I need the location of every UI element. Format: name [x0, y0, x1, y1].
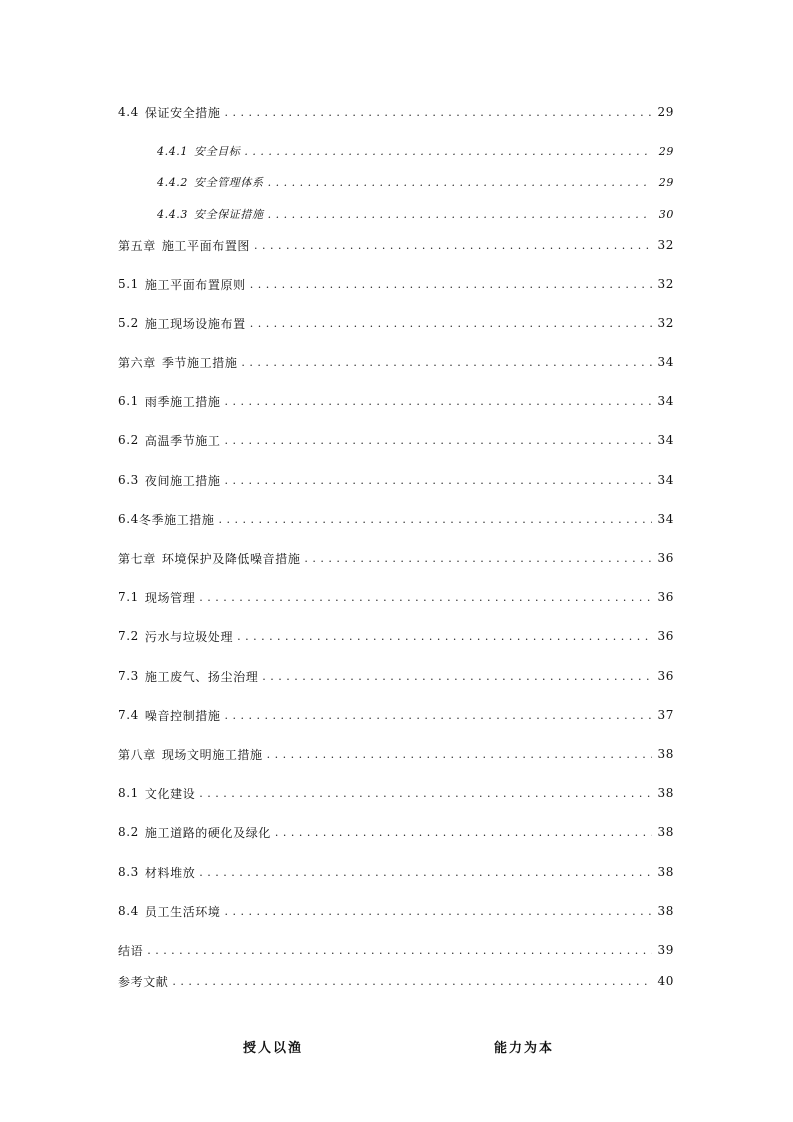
- toc-entry-number: 7.4: [118, 708, 139, 722]
- toc-entry-title: 安全保证措施: [194, 208, 264, 221]
- footer-slogan-left: 授人以渔: [243, 1041, 304, 1056]
- toc-entry[interactable]: [118, 862, 674, 882]
- toc-entry-page: 38: [657, 904, 674, 918]
- toc-entry-title: 环境保护及降低噪音措施: [161, 551, 301, 566]
- dot-leader: [225, 474, 652, 487]
- toc-entry[interactable]: [118, 626, 674, 646]
- toc-entry-title: 材料堆放: [144, 865, 196, 880]
- toc-entry-page: 38: [657, 747, 674, 761]
- toc-entry-page: 39: [657, 943, 674, 957]
- toc-entry-page: 34: [657, 512, 674, 526]
- toc-entry-title: 季节施工措施: [161, 355, 238, 370]
- toc-subentry[interactable]: [157, 172, 674, 192]
- toc-entry[interactable]: [118, 470, 674, 490]
- dot-leader: [267, 748, 652, 761]
- toc-entry[interactable]: [118, 274, 674, 294]
- toc-entry-number: 4.4.2: [157, 175, 188, 189]
- toc-entry[interactable]: [118, 548, 674, 568]
- toc-entry-number: 4.4.3: [157, 207, 188, 221]
- toc-entry-number: 6.2: [118, 433, 139, 447]
- dot-leader: [244, 145, 652, 158]
- toc-entry-page: 32: [657, 316, 674, 330]
- toc-entry-page: 36: [657, 590, 674, 604]
- dot-leader: [219, 513, 652, 526]
- toc-entry[interactable]: [118, 940, 674, 960]
- toc-entry[interactable]: [118, 666, 674, 686]
- dot-leader: [268, 176, 652, 189]
- toc-entry-page: 32: [657, 277, 674, 291]
- dot-leader: [199, 787, 651, 800]
- toc-entry-number: 第八章: [118, 747, 156, 762]
- toc-entry[interactable]: [118, 744, 674, 764]
- toc-entry-number: 8.4: [118, 904, 139, 918]
- dot-leader: [262, 670, 651, 683]
- toc-entry-number: 6.4: [118, 512, 139, 526]
- dot-leader: [147, 944, 651, 957]
- toc-entry[interactable]: [118, 509, 674, 529]
- toc-subentry[interactable]: [157, 141, 674, 161]
- toc-entry[interactable]: [118, 313, 674, 333]
- toc-entry-title: 冬季施工措施: [138, 512, 215, 527]
- dot-leader: [199, 591, 651, 604]
- toc-entry-title: 施工现场设施布置: [144, 316, 246, 331]
- toc-entry-page: 36: [657, 551, 674, 565]
- toc-entry-page: 38: [657, 786, 674, 800]
- toc-entry[interactable]: [118, 705, 674, 725]
- dot-leader: [250, 317, 652, 330]
- toc-entry-number: 7.1: [118, 590, 139, 604]
- toc-entry-title: 施工平面布置原则: [144, 277, 246, 292]
- toc-entry[interactable]: [118, 391, 674, 411]
- toc-entry-page: 29: [658, 175, 674, 189]
- dot-leader: [172, 975, 651, 988]
- dot-leader: [275, 826, 652, 839]
- toc-entry-number: 6.1: [118, 394, 139, 408]
- toc-entry-title: 施工平面布置图: [161, 238, 251, 253]
- toc-entry-number: 8.3: [118, 865, 139, 879]
- toc-entry-page: 38: [657, 825, 674, 839]
- toc-entry-title: 夜间施工措施: [144, 473, 221, 488]
- footer-slogan-right: 能力为本: [494, 1041, 555, 1056]
- toc-entry-page: 36: [657, 669, 674, 683]
- toc-entry[interactable]: [118, 587, 674, 607]
- toc-entry-page: 34: [657, 473, 674, 487]
- toc-entry[interactable]: [118, 430, 674, 450]
- toc-entry[interactable]: [118, 783, 674, 803]
- toc-entry-page: 29: [657, 105, 674, 119]
- toc-entry[interactable]: [118, 352, 674, 372]
- toc-entry[interactable]: [118, 901, 674, 921]
- dot-leader: [250, 278, 652, 291]
- toc-entry-page: 29: [658, 144, 674, 158]
- dot-leader: [225, 905, 652, 918]
- toc-entry-number: 第五章: [118, 238, 156, 253]
- toc-entry-number: 8.2: [118, 825, 139, 839]
- toc-entry-title: 噪音控制措施: [144, 708, 221, 723]
- toc-entry-number: 4.4.1: [157, 144, 188, 158]
- toc-entry-page: 34: [657, 433, 674, 447]
- dot-leader: [268, 208, 652, 221]
- toc-entry-title: 员工生活环境: [144, 904, 221, 919]
- toc-entry-title: 结语: [118, 943, 144, 958]
- toc-entry-title: 污水与垃圾处理: [144, 629, 234, 644]
- dot-leader: [225, 709, 652, 722]
- toc-entry-title: 雨季施工措施: [144, 394, 221, 409]
- toc-entry-number: 5.2: [118, 316, 139, 330]
- toc-entry-number: 第七章: [118, 551, 156, 566]
- toc-entry-title: 施工道路的硬化及绿化: [144, 825, 271, 840]
- toc-entry-page: 36: [657, 629, 674, 643]
- toc-subentry[interactable]: [157, 204, 674, 224]
- dot-leader: [241, 356, 651, 369]
- toc-entry-title: 现场管理: [144, 590, 196, 605]
- toc-entry-title: 安全管理体系: [194, 176, 264, 189]
- toc-entry-title: 参考文献: [118, 974, 169, 989]
- toc-entry-page: 34: [657, 394, 674, 408]
- dot-leader: [199, 866, 651, 879]
- toc-entry-title: 保证安全措施: [144, 105, 221, 120]
- toc-entry[interactable]: [118, 235, 674, 255]
- dot-leader: [237, 630, 651, 643]
- dot-leader: [254, 239, 652, 252]
- dot-leader: [225, 395, 652, 408]
- toc-entry-title: 现场文明施工措施: [161, 747, 263, 762]
- toc-entry-title: 文化建设: [144, 786, 196, 801]
- toc-entry-number: 7.2: [118, 629, 139, 643]
- toc-entry-page: 37: [657, 708, 674, 722]
- toc-entry-number: 4.4: [118, 105, 139, 119]
- toc-entry-page: 38: [657, 865, 674, 879]
- toc-entry-title: 高温季节施工: [144, 433, 221, 448]
- dot-leader: [225, 434, 652, 447]
- toc-entry-page: 30: [658, 207, 674, 221]
- toc-entry-title: 安全目标: [194, 145, 241, 158]
- toc-entry[interactable]: [118, 822, 674, 842]
- toc-entry-title: 施工废气、扬尘治理: [144, 669, 259, 684]
- dot-leader: [225, 106, 652, 119]
- dot-leader: [304, 552, 651, 565]
- toc-entry-page: 34: [657, 355, 674, 369]
- page-footer: [0, 1037, 793, 1059]
- toc-entry-page: 40: [657, 974, 674, 988]
- toc-entry-page: 32: [657, 238, 674, 252]
- toc-entry[interactable]: [118, 102, 674, 122]
- toc-entry-number: 7.3: [118, 669, 139, 683]
- toc-entry-number: 5.1: [118, 277, 139, 291]
- toc-entry-number: 第六章: [118, 355, 156, 370]
- toc-entry-number: 8.1: [118, 786, 139, 800]
- toc-entry-number: 6.3: [118, 473, 139, 487]
- toc-entry[interactable]: [118, 971, 674, 991]
